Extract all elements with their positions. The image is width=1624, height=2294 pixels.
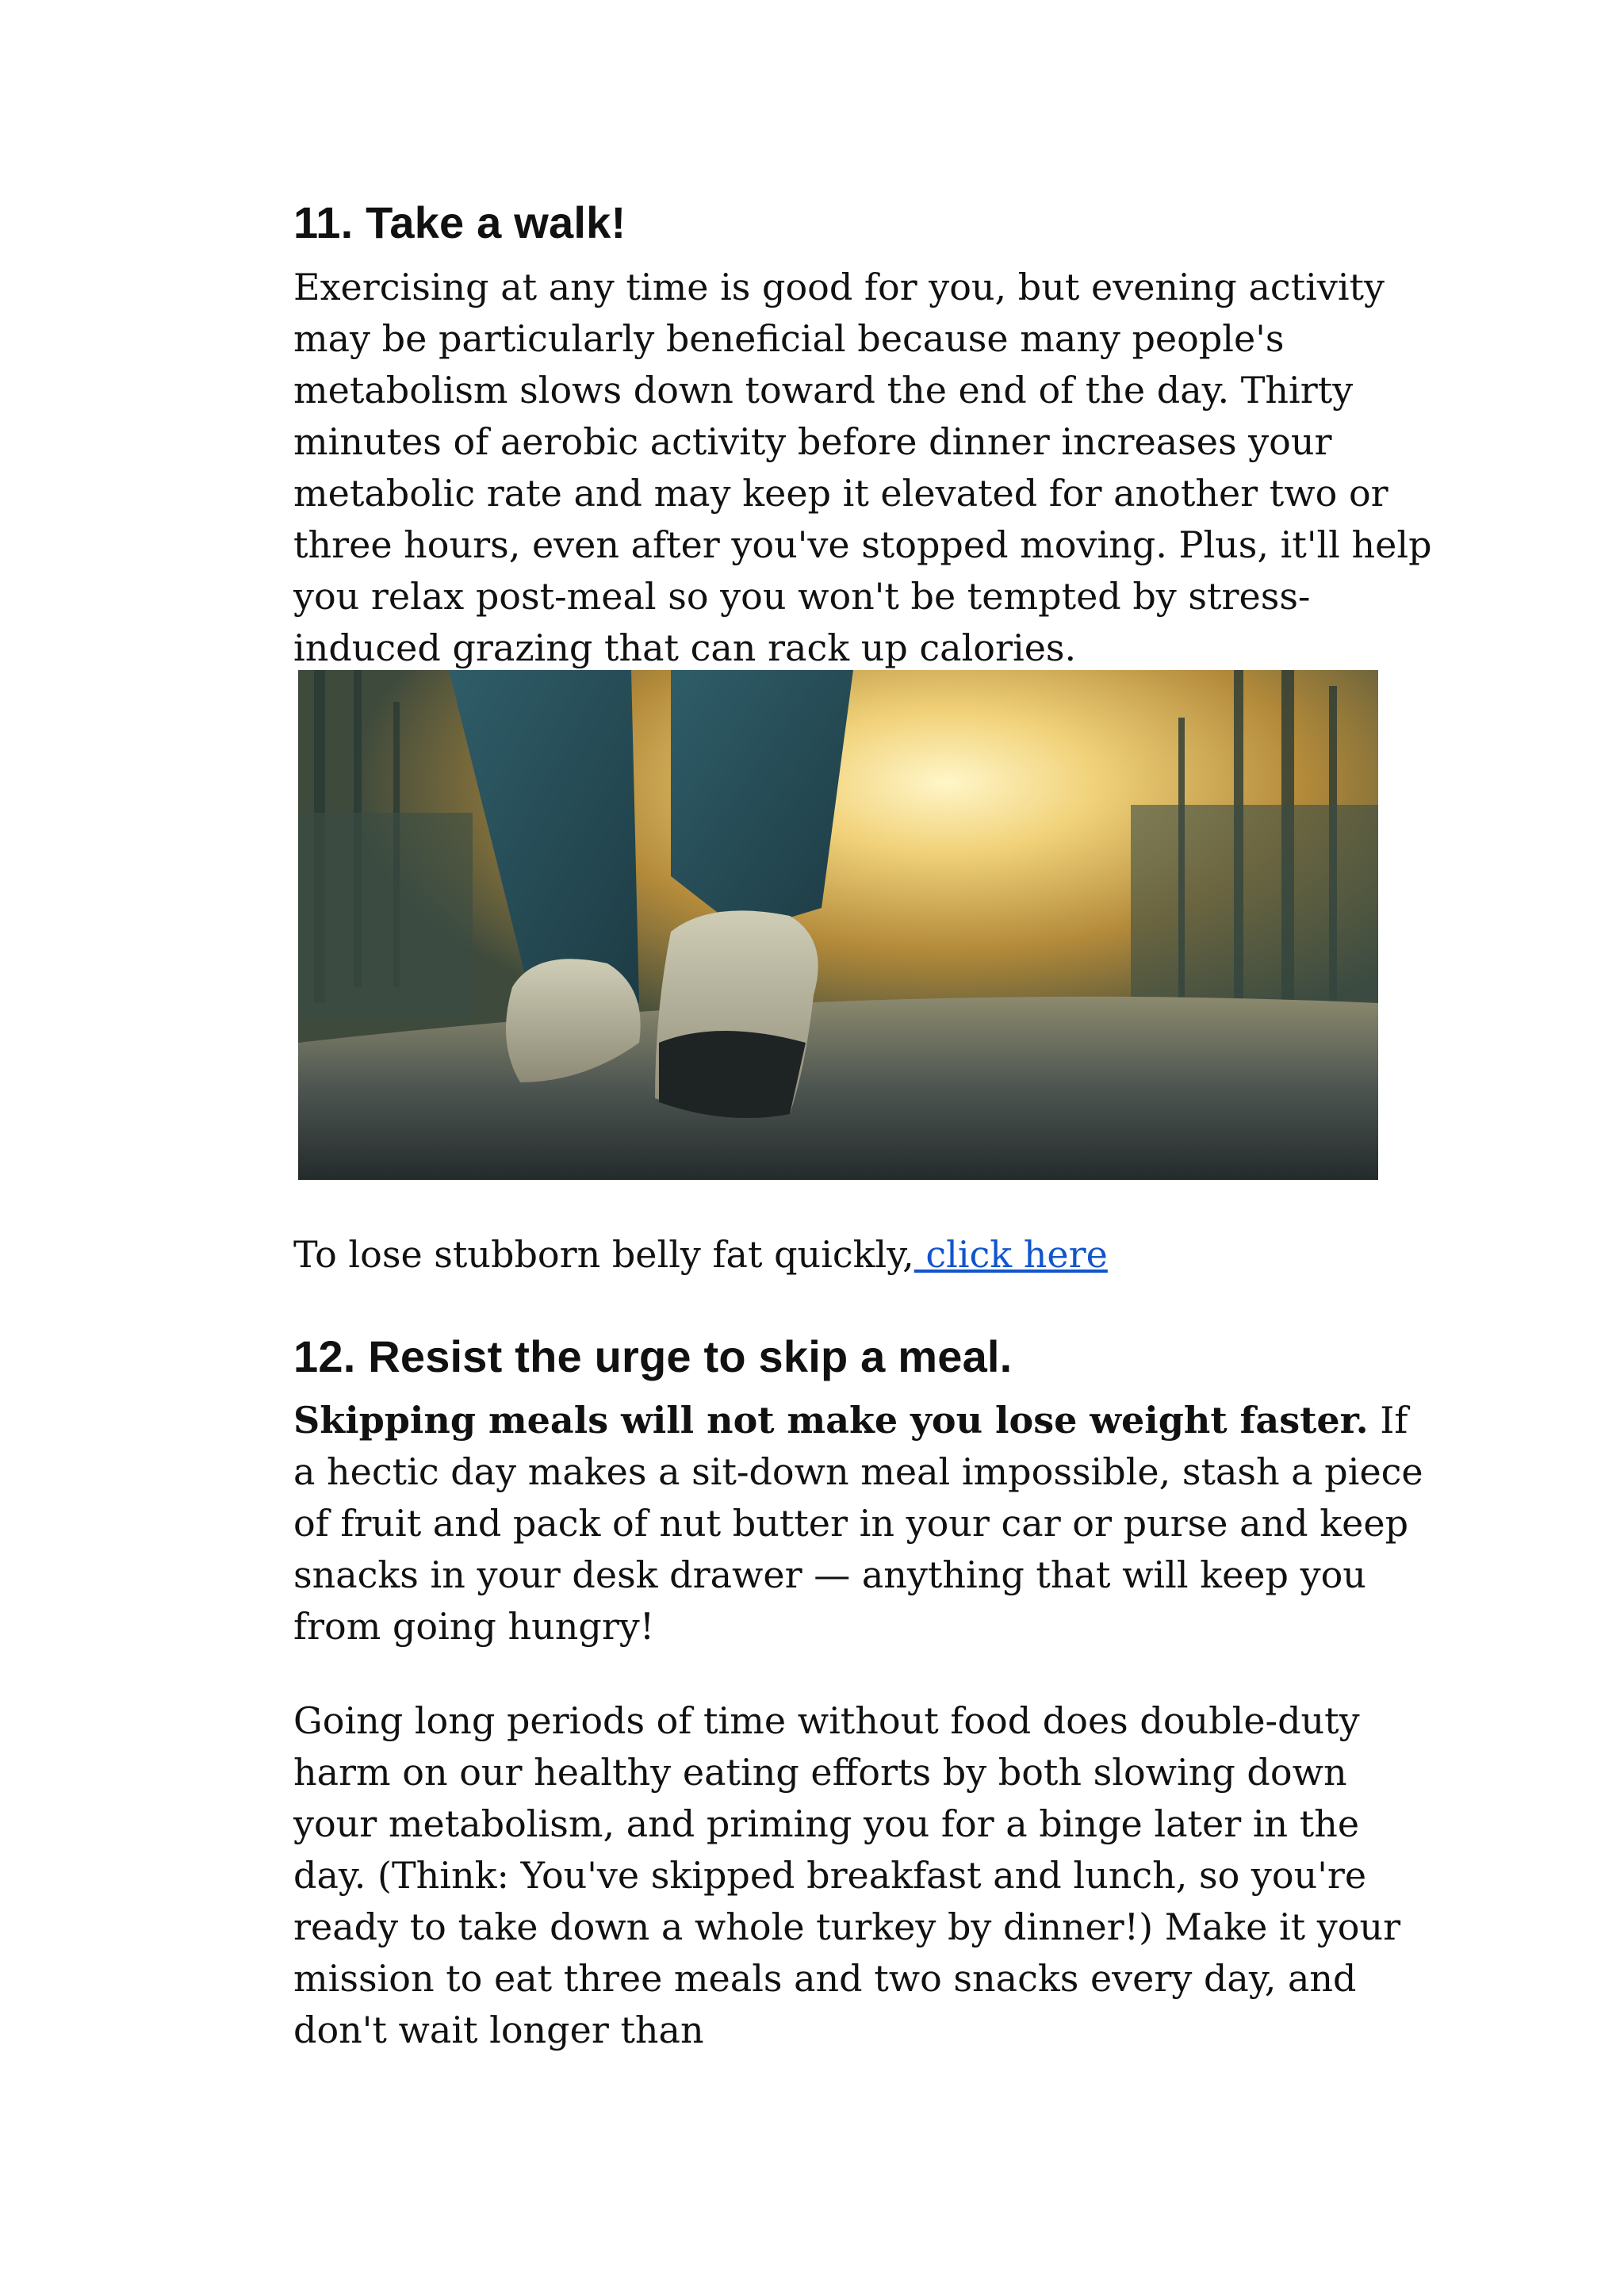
section-12-paragraph-2: Going long periods of time without food does double-duty harm on our healthy eating efforts by both slowing down your metabolism, and priming you for a binge later in the day. (Think: You've skipped breakfast and lunch, so you're ready to take down a whole turkey by dinner!) Make it your mission to eat three meals and two snacks every day, and don't wait longer than [293, 1699, 1401, 2051]
lead-rest-text: If a hectic day makes a sit-down meal impossible, stash a piece of fruit and pack of nut butter in your car or purse and keep snacks in your desk drawer — anything that will keep you from going hungry! [293, 1399, 1423, 1648]
walking-feet-photo [298, 670, 1378, 1180]
click-here-link[interactable]: click here [914, 1233, 1108, 1276]
section-12-heading: 12. Resist the urge to skip a meal. [293, 1331, 1013, 1381]
section-12-lead-paragraph [293, 1395, 1435, 1653]
section-11-heading: 11. Take a walk! [293, 197, 626, 247]
promo-text: To lose stubborn belly fat quickly, [293, 1233, 914, 1276]
promo-line [293, 1229, 1435, 1281]
section-11-paragraph: Exercising at any time is good for you, but evening activity may be particularly beneficial because many people's metabolism slows down toward the end of the day. Thirty minutes of aerobic activity before dinner increases your metabolic rate and may keep it elevated for another two or three hours, even after you've stopped moving. Plus, it'll help you relax post-meal so you won't be tempted by stress-induced grazing that can rack up calories. [293, 266, 1432, 669]
lead-bold-sentence: Skipping meals will not make you lose weight faster. [293, 1399, 1369, 1442]
